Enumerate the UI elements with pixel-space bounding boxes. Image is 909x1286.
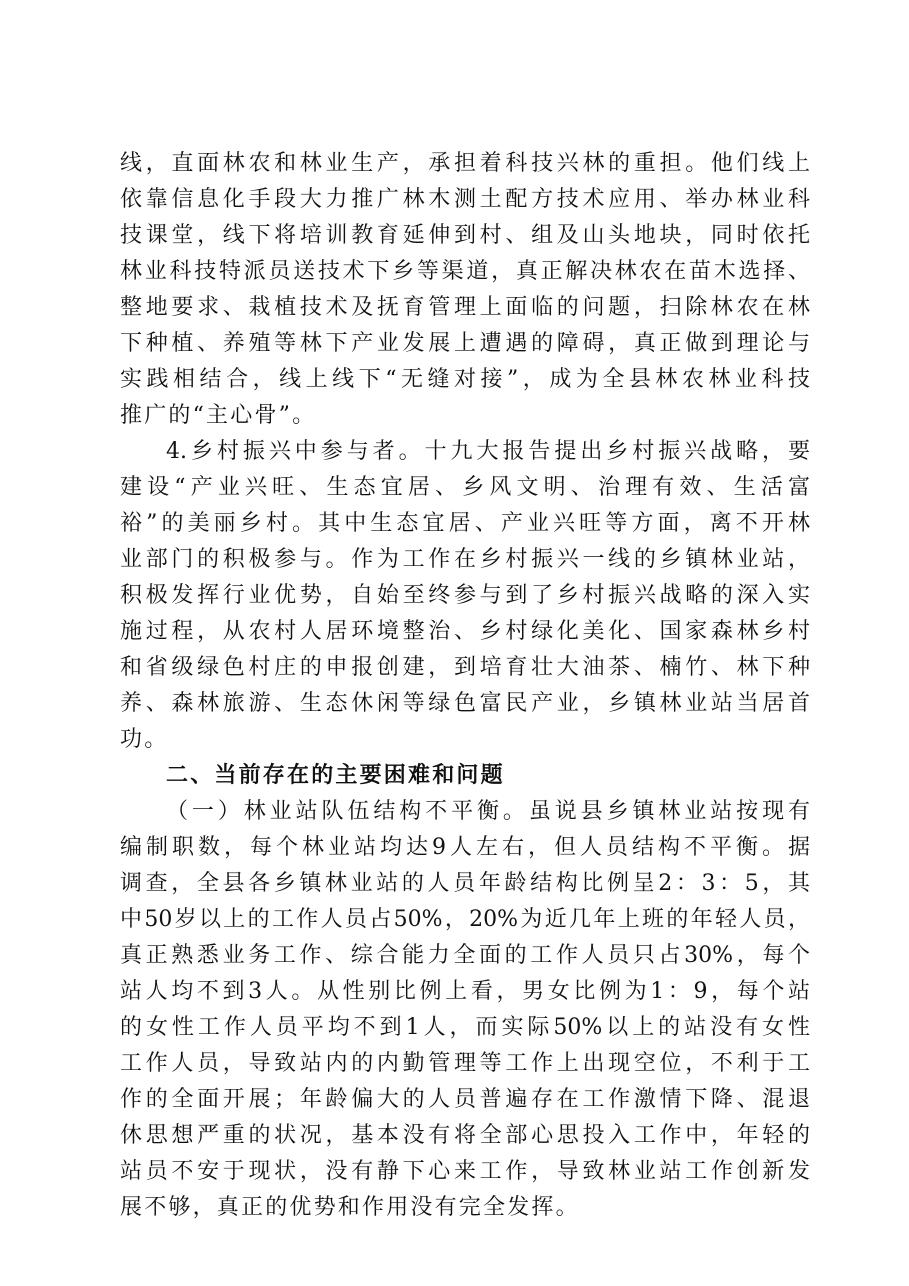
paragraph-line: 编制职数，每个林业站均达9人左右，但人员结构不平衡。据 [120, 835, 810, 860]
paragraph-line: 4.乡村振兴中参与者。十九大报告提出乡村振兴战略，要 [166, 439, 810, 464]
paragraph-line: 和省级绿色村庄的申报创建，到培育壮大油茶、楠竹、林下种 [120, 655, 810, 680]
paragraph-line: 林业科技特派员送技术下乡等渠道，真正解决林农在苗木选择、 [120, 259, 810, 284]
paragraph-line: 站员不安于现状，没有静下心来工作，导致林业站工作创新发 [120, 1159, 810, 1184]
paragraph-line: 线，直面林农和林业生产，承担着科技兴林的重担。他们线上 [120, 151, 810, 176]
paragraph-line: 展不够，真正的优势和作用没有完全发挥。 [120, 1195, 580, 1220]
paragraph-line: 整地要求、栽植技术及抚育管理上面临的问题，扫除林农在林 [120, 295, 810, 320]
paragraph-line: 真正熟悉业务工作、综合能力全面的工作人员只占30%，每个 [120, 943, 810, 968]
paragraph-line: 作的全面开展；年龄偏大的人员普遍存在工作激情下降、混退 [120, 1087, 810, 1112]
paragraph-line: 裕”的美丽乡村。其中生态宜居、产业兴旺等方面，离不开林 [120, 511, 810, 536]
paragraph-line: 技课堂，线下将培训教育延伸到村、组及山头地块，同时依托 [120, 223, 810, 248]
paragraph-line: 依靠信息化手段大力推广林木测土配方技术应用、举办林业科 [120, 187, 810, 212]
paragraph-line: 功。 [120, 727, 169, 752]
paragraph-line: 下种植、养殖等林下产业发展上遭遇的障碍，真正做到理论与 [120, 331, 810, 356]
paragraph-line: 建设“产业兴旺、生态宜居、乡风文明、治理有效、生活富 [120, 475, 810, 500]
paragraph-line: 休思想严重的状况，基本没有将全部心思投入工作中，年轻的 [120, 1123, 810, 1148]
paragraph-line: 积极发挥行业优势，自始至终参与到了乡村振兴战略的深入实 [120, 583, 810, 608]
body-text [120, 146, 810, 1226]
paragraph-line: 业部门的积极参与。作为工作在乡村振兴一线的乡镇林业站， [120, 547, 810, 572]
paragraph-line: 调查，全县各乡镇林业站的人员年龄结构比例呈2：3：5，其 [120, 871, 810, 896]
paragraph-line: 站人均不到3人。从性别比例上看，男女比例为1：9，每个站 [120, 979, 810, 1004]
paragraph-line: 实践相结合，线上线下“无缝对接”，成为全县林农林业科技 [120, 367, 810, 392]
paragraph-line: 的女性工作人员平均不到1人，而实际50%以上的站没有女性 [120, 1015, 810, 1040]
paragraph-line: 养、森林旅游、生态休闲等绿色富民产业，乡镇林业站当居首 [120, 691, 810, 716]
section-heading: 二、当前存在的主要困难和问题 [166, 763, 505, 788]
paragraph-line: （一）林业站队伍结构不平衡。虽说县乡镇林业站按现有 [166, 799, 810, 824]
paragraph-line: 推广的“主心骨”。 [120, 403, 317, 428]
paragraph-line: 工作人员，导致站内的内勤管理等工作上出现空位，不利于工 [120, 1051, 810, 1076]
paragraph-line: 施过程，从农村人居环境整治、乡村绿化美化、国家森林乡村 [120, 619, 810, 644]
paragraph-line: 中50岁以上的工作人员占50%，20%为近几年上班的年轻人员， [120, 907, 810, 932]
